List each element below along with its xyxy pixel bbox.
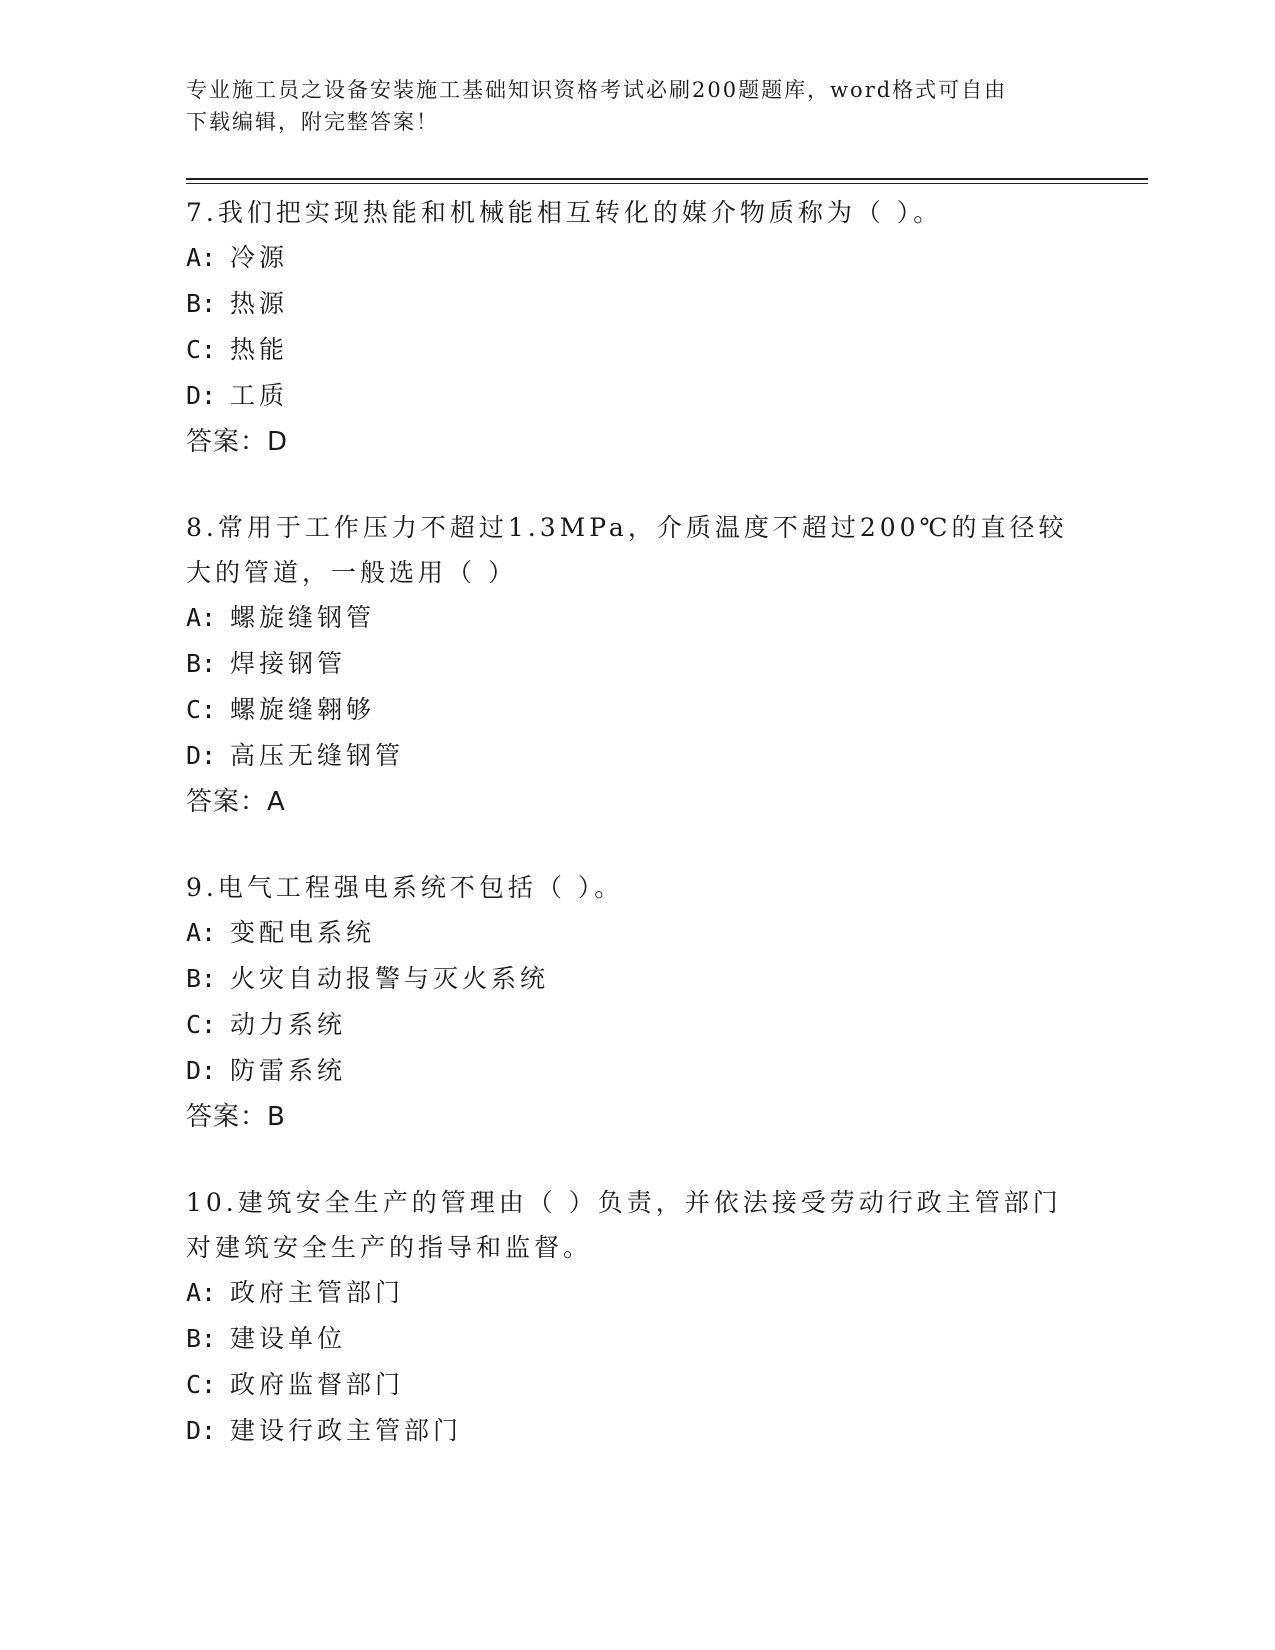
option-text: 螺旋缝钢管 — [230, 603, 376, 632]
option-a — [186, 910, 1086, 956]
option-letter: D: — [186, 381, 217, 410]
option-c — [186, 1362, 1086, 1408]
question-text: 8.常用于工作压力不超过1.3MPa，介质温度不超过200℃的直径较大的管道，一般选用（ ） — [186, 513, 1068, 587]
option-text: 防雷系统 — [230, 1056, 347, 1085]
option-letter: C: — [186, 1370, 217, 1399]
answer-text: 答案：B — [186, 1102, 286, 1132]
option-letter: C: — [186, 1010, 217, 1039]
option-letter: A: — [186, 243, 217, 272]
option-b — [186, 281, 1086, 327]
option-d — [186, 1048, 1086, 1094]
option-text: 动力系统 — [230, 1010, 347, 1039]
option-letter: D: — [186, 1056, 217, 1085]
option-text: 建设单位 — [230, 1324, 347, 1353]
option-c — [186, 327, 1086, 373]
option-text: 冷源 — [230, 243, 289, 272]
option-letter: B: — [186, 1324, 217, 1353]
option-text: 建设行政主管部门 — [230, 1416, 463, 1445]
question-8 — [186, 505, 1086, 825]
question-9 — [186, 865, 1086, 1140]
option-letter: B: — [186, 964, 217, 993]
header-divider-top — [186, 178, 1148, 180]
answer-text: 答案：A — [186, 787, 286, 817]
option-c — [186, 687, 1086, 733]
option-text: 螺旋缝翱够 — [230, 695, 376, 724]
document-header — [186, 74, 1066, 138]
header-line-1: 专业施工员之设备安装施工基础知识资格考试必刷200题题库，word格式可自由 — [186, 78, 1008, 102]
option-c — [186, 1002, 1086, 1048]
option-text: 火灾自动报警与灭火系统 — [230, 964, 550, 993]
option-letter: A: — [186, 1278, 217, 1307]
option-d — [186, 733, 1086, 779]
option-b — [186, 956, 1086, 1002]
option-letter: D: — [186, 1416, 217, 1445]
option-text: 焊接钢管 — [230, 649, 347, 678]
option-letter: B: — [186, 289, 217, 318]
option-text: 政府监督部门 — [230, 1370, 405, 1399]
option-b — [186, 641, 1086, 687]
option-letter: B: — [186, 649, 217, 678]
option-text: 工质 — [230, 381, 289, 410]
option-d — [186, 1408, 1086, 1454]
question-7 — [186, 190, 1086, 465]
option-text: 热源 — [230, 289, 289, 318]
question-10 — [186, 1180, 1086, 1454]
option-d — [186, 373, 1086, 419]
option-text: 政府主管部门 — [230, 1278, 405, 1307]
option-letter: A: — [186, 603, 217, 632]
option-letter: C: — [186, 335, 217, 364]
option-a — [186, 235, 1086, 281]
option-letter: D: — [186, 741, 217, 770]
option-a — [186, 595, 1086, 641]
question-text: 9.电气工程强电系统不包括（ ）。 — [186, 873, 624, 902]
header-divider-bottom — [186, 183, 1148, 184]
option-letter: A: — [186, 918, 217, 947]
option-text: 高压无缝钢管 — [230, 741, 405, 770]
question-list — [186, 190, 1086, 1494]
option-b — [186, 1316, 1086, 1362]
option-a — [186, 1270, 1086, 1316]
option-text: 热能 — [230, 335, 289, 364]
header-line-2: 下载编辑，附完整答案！ — [186, 110, 439, 134]
answer-text: 答案：D — [186, 427, 289, 457]
question-text: 7.我们把实现热能和机械能相互转化的媒介物质称为（ ）。 — [186, 198, 943, 227]
question-text: 10.建筑安全生产的管理由（ ）负责，并依法接受劳动行政主管部门对建筑安全生产的指导和监督。 — [186, 1188, 1062, 1262]
option-text: 变配电系统 — [230, 918, 376, 947]
option-letter: C: — [186, 695, 217, 724]
